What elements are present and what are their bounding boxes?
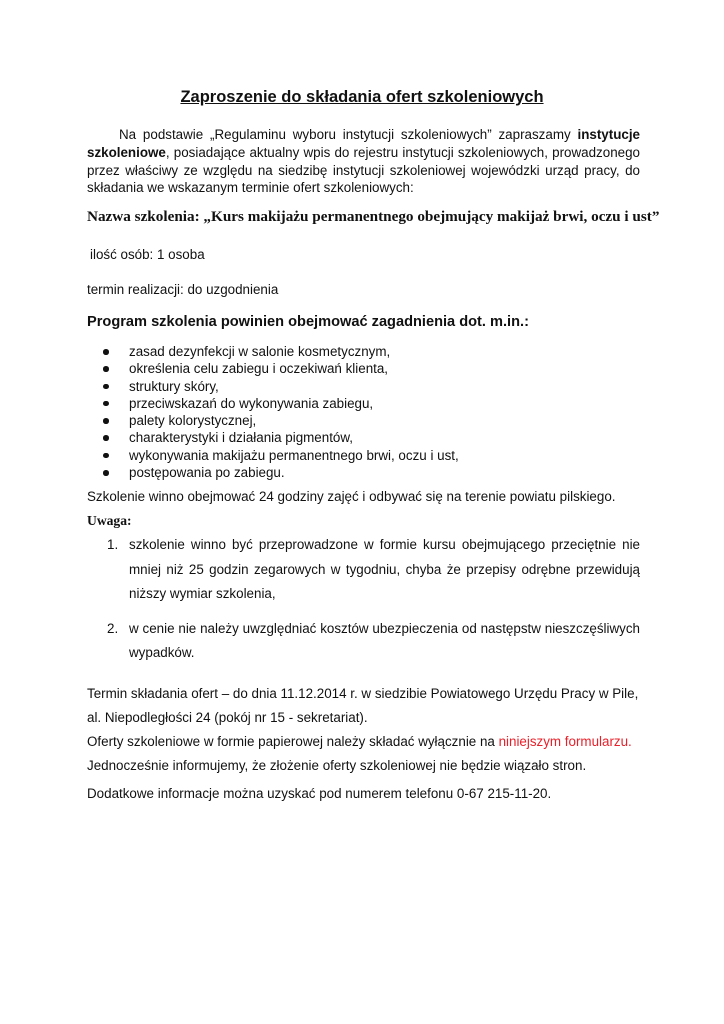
list-item: [87, 464, 647, 481]
topic-text: określenia celu zabiegu i oczekiwań klienta,: [129, 361, 389, 377]
bullet-icon: [103, 349, 109, 355]
list-item: [87, 343, 647, 360]
realization-term: termin realizacji: do uzgodnienia: [87, 282, 279, 297]
list-item: [87, 533, 640, 607]
topic-text: przeciwskazań do wykonywania zabiegu,: [129, 395, 374, 411]
note-text: w cenie nie należy uwzględniać kosztów ubezpieczenia od następstw nieszczęśliwych wypadków.: [129, 620, 640, 660]
deadline-line-2: al. Niepodległości 24 (pokój nr 15 - sekretariat).: [87, 710, 368, 725]
list-number: 2.: [107, 620, 119, 636]
program-title: Program szkolenia powinien obejmować zagadnienia dot. m.in.:: [87, 314, 529, 330]
topic-text: struktury skóry,: [129, 378, 219, 394]
intro-text-end: , posiadające aktualny wpis do rejestru instytucji szkoleniowych, prowadzonego przez właściwy ze względu na siedzibę instytucji szkoleniowej wojewódzki urząd pracy, do składania we wskazanym terminie ofert szkoleniowych:: [87, 144, 640, 196]
list-item: [87, 395, 647, 412]
list-item: [87, 378, 647, 395]
topic-text: zasad dezynfekcji w salonie kosmetycznym,: [129, 344, 391, 359]
list-item: [87, 412, 647, 429]
topic-text: wykonywania makijażu permanentnego brwi, oczu i ust,: [129, 447, 459, 463]
form-link[interactable]: niniejszym formularzu.: [498, 734, 632, 749]
notes-heading: Uwaga:: [87, 513, 132, 528]
topic-text: palety kolorystycznej,: [129, 413, 257, 429]
topic-text: postępowania po zabiegu.: [129, 465, 285, 481]
intro-indent: [87, 127, 119, 142]
intro-paragraph: [87, 126, 640, 197]
list-item: [87, 360, 647, 377]
intro-text-start: Na podstawie „Regulaminu wyboru instytucji szkoleniowych” zapraszamy: [119, 127, 578, 142]
bullet-icon: [103, 453, 109, 459]
bullet-icon: [103, 418, 109, 424]
bullet-icon: [103, 401, 109, 407]
intro-bold-institutions: instytucje szkoleniowe: [87, 127, 640, 160]
duration-text: Szkolenie winno obejmować 24 godziny zajęć i odbywać się na terenie powiatu pilskiego.: [87, 489, 616, 504]
bullet-icon: [103, 366, 109, 372]
list-item: [87, 447, 647, 464]
paper-offers-line: [87, 730, 632, 754]
contact-info: Dodatkowe informacje można uzyskać pod numerem telefonu 0-67 215-11-20.: [87, 786, 552, 801]
list-number: 1.: [107, 537, 119, 552]
document-title: Zaproszenie do składania ofert szkoleniowych: [180, 88, 544, 106]
bullet-icon: [103, 470, 109, 476]
topic-text: charakterystyki i działania pigmentów,: [129, 430, 354, 446]
deadline-line-1: Termin składania ofert – do dnia 11.12.2014 r. w siedzibie Powiatowego Urzędu Pracy w Pile,: [87, 686, 639, 701]
not-binding-text: Jednocześnie informujemy, że złożenie oferty szkoleniowej nie będzie wiązało stron.: [87, 758, 587, 773]
training-name: Nazwa szkolenia: „Kurs makijażu permanentnego obejmujący makijaż brwi, oczu i ust”: [87, 208, 660, 225]
paper-offers-text: Oferty szkoleniowe w formie papierowej należy składać wyłącznie na: [87, 734, 499, 749]
program-topics-list: [87, 343, 647, 481]
list-item: [87, 617, 640, 666]
notes-list: [87, 533, 640, 676]
list-item: [87, 429, 647, 446]
people-count: ilość osób: 1 osoba: [90, 247, 205, 262]
bullet-icon: [103, 384, 109, 390]
bullet-icon: [103, 435, 109, 441]
note-text: szkolenie winno być przeprowadzone w formie kursu obejmującego przeciętnie nie mniej niż 25 godzin zegarowych w tygodniu, chyba że przepisy odrębne przewidują niższy wymiar szkolenia,: [129, 537, 640, 601]
